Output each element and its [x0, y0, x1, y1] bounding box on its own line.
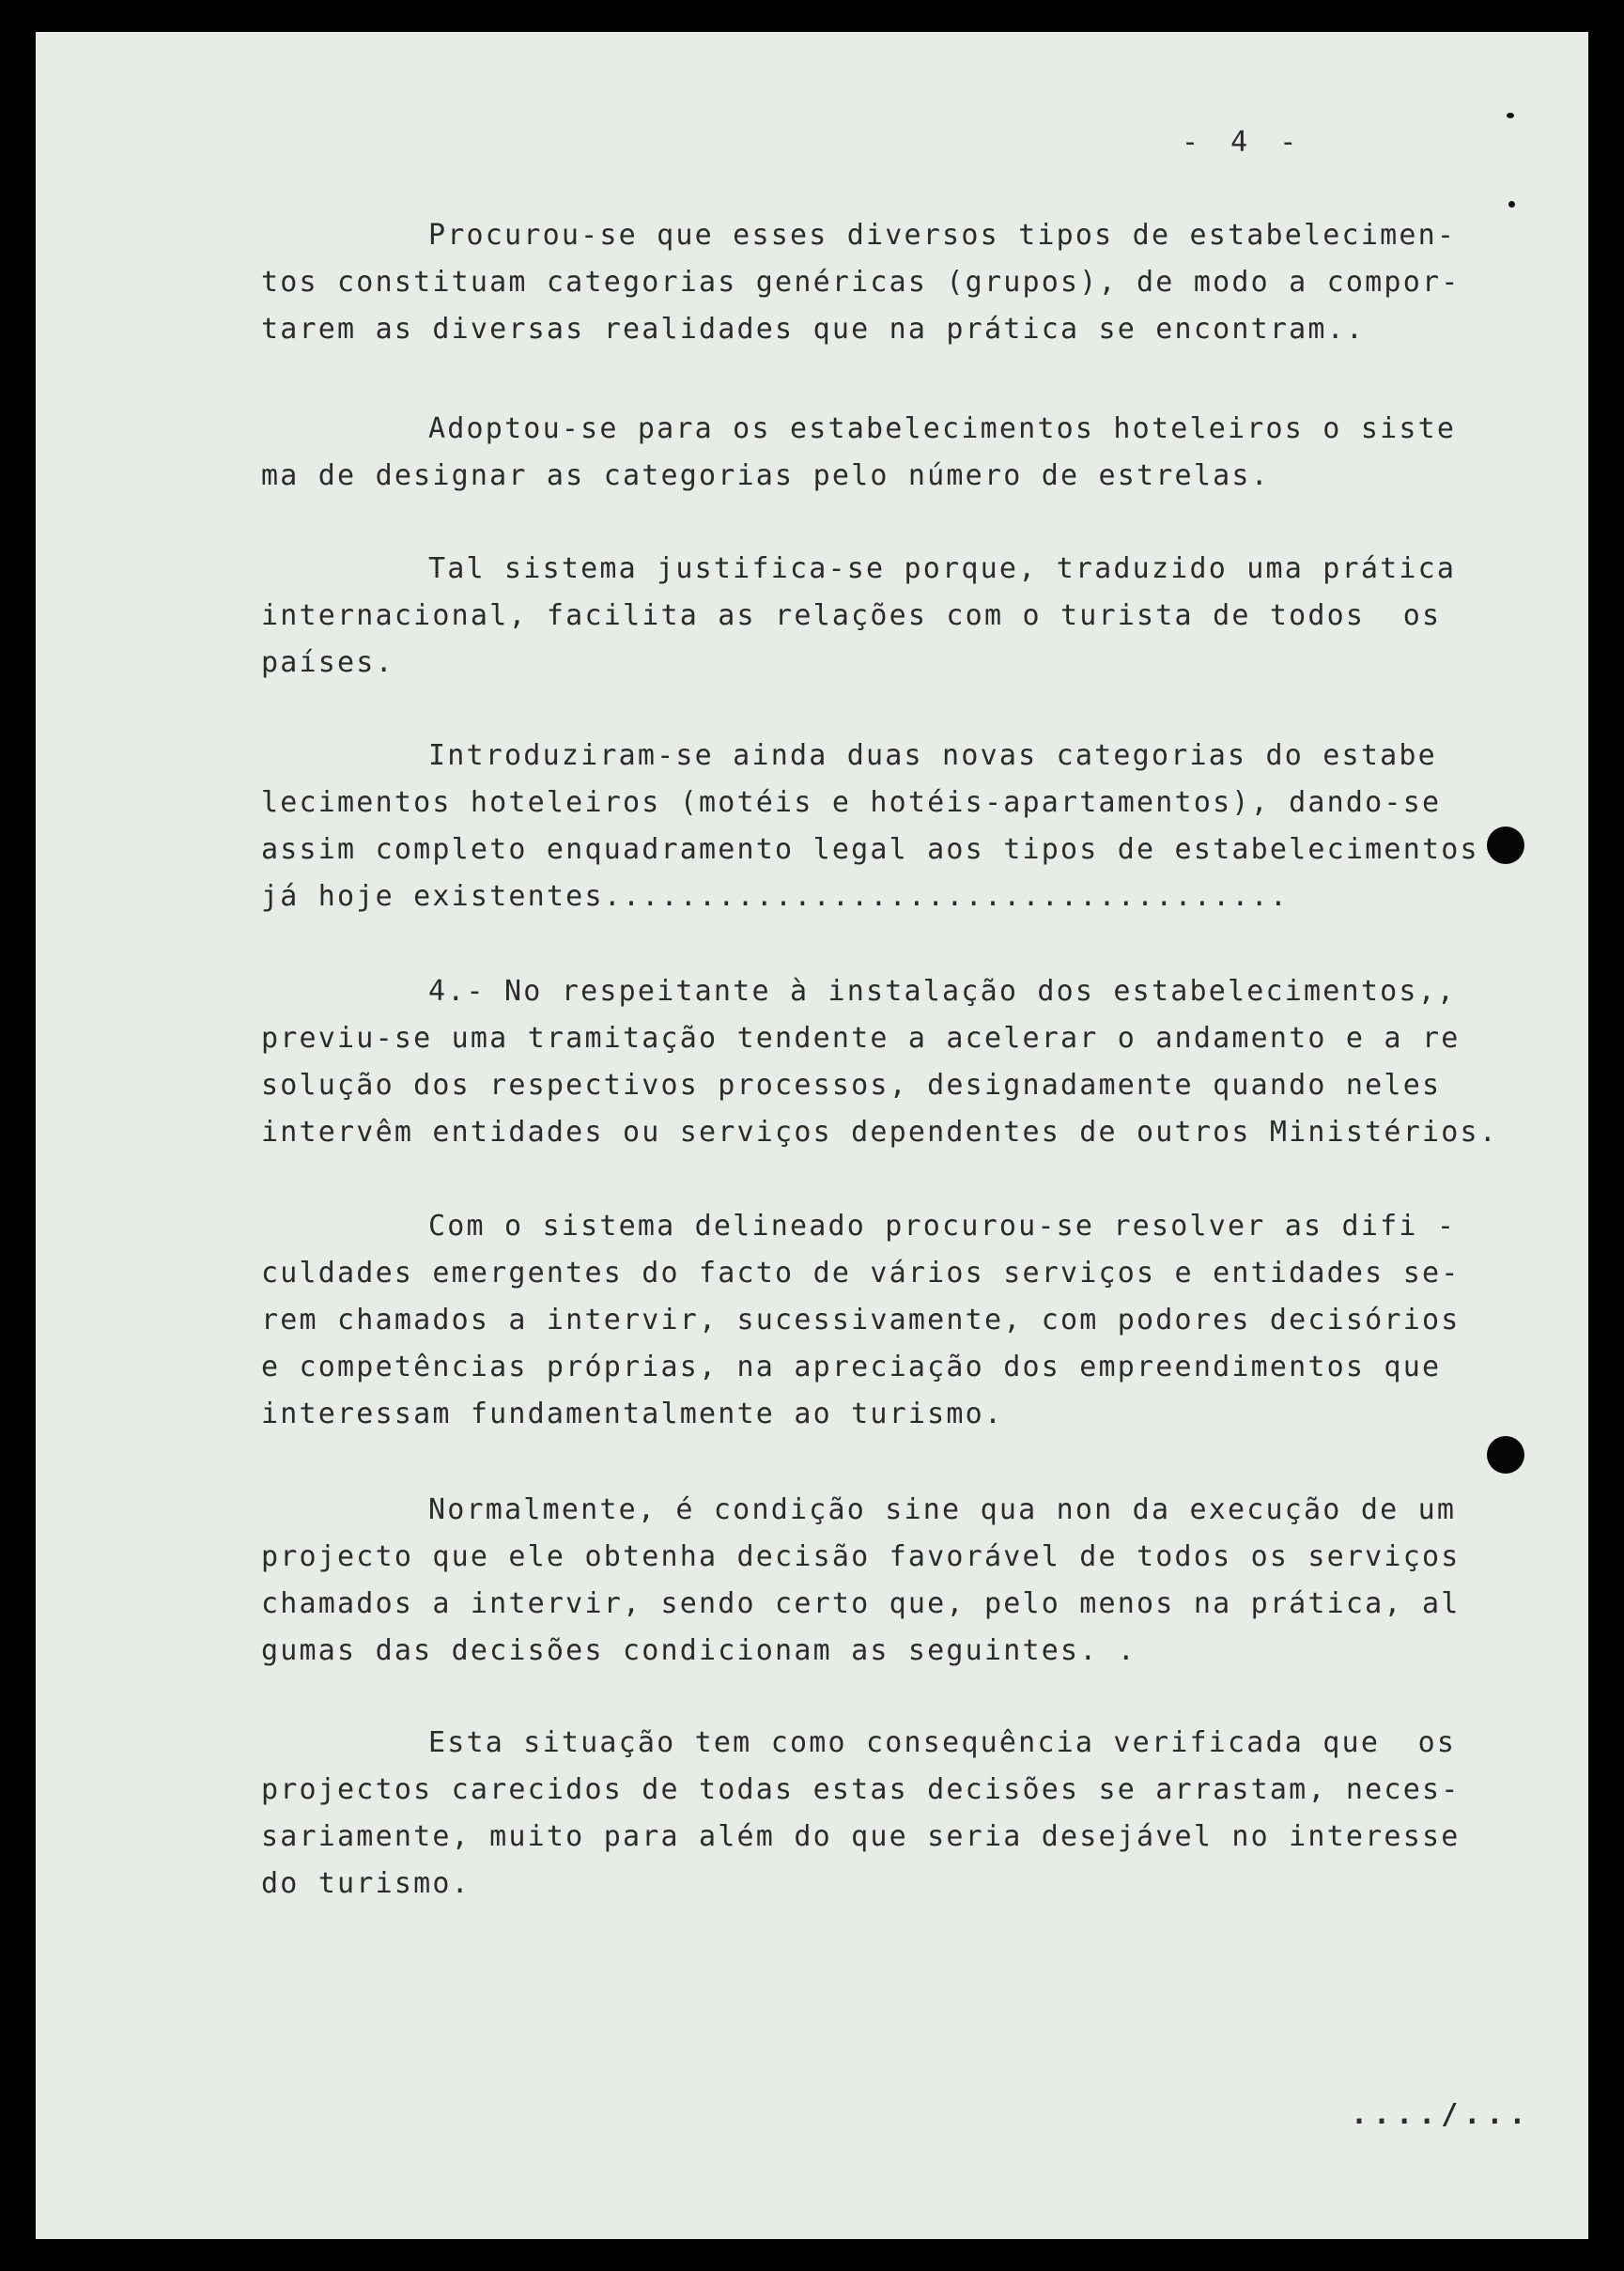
paragraph-8 [261, 1720, 1510, 1908]
punch-hole-top [1487, 827, 1524, 864]
text-line: culdades emergentes do facto de vários serviços e entidades se- [261, 1257, 1461, 1290]
text-line: Introduziram-se ainda duas novas categorias do estabe [428, 739, 1437, 772]
text-line: tarem as diversas realidades que na prática se encontram.. [261, 313, 1366, 346]
text-line: gumas das decisões condicionam as seguintes. . [261, 1634, 1137, 1667]
text-line: projectos carecidos de todas estas decisões se arrastam, neces- [261, 1773, 1461, 1806]
text-line: ma de designar as categorias pelo número de estrelas. [261, 459, 1270, 492]
paragraph-1 [261, 212, 1510, 353]
text-line: Normalmente, é condição sine qua non da execução de um [428, 1493, 1457, 1526]
typewritten-text [36, 32, 1588, 2239]
text-line: do turismo. [261, 1867, 471, 1900]
text-line: projecto que ele obtenha decisão favorável de todos os serviços [261, 1540, 1461, 1573]
text-line: e competências próprias, na apreciação dos empreendimentos que [261, 1351, 1442, 1383]
text-line: internacional, facilita as relações com o turista de todos os [261, 599, 1442, 632]
edge-mark [1507, 113, 1514, 118]
paragraph-5 [261, 968, 1510, 1156]
text-line: sariamente, muito para além do que seria desejável no interesse [261, 1820, 1461, 1853]
text-line: rem chamados a intervir, sucessivamente, com podores decisórios [261, 1304, 1461, 1336]
text-line: já hoje existentes.................................... [261, 880, 1290, 913]
edge-mark [1508, 201, 1515, 208]
text-line: intervêm entidades ou serviços dependentes de outros Ministérios. [261, 1116, 1498, 1149]
text-line: Com o sistema delineado procurou-se resolver as difi - [428, 1210, 1457, 1243]
text-line: assim completo enquadramento legal aos tipos de estabelecimentos [261, 833, 1479, 866]
paragraph-2 [261, 406, 1510, 500]
text-line: chamados a intervir, sendo certo que, pelo menos na prática, al [261, 1587, 1461, 1620]
text-line: interessam fundamentalmente ao turismo. [261, 1398, 1004, 1430]
text-line: Tal sistema justifica-se porque, traduzido uma prática [428, 552, 1457, 585]
text-line: previu-se uma tramitação tendente a acelerar o andamento e a re [261, 1022, 1461, 1055]
text-line: Procurou-se que esses diversos tipos de estabelecimen- [428, 219, 1457, 252]
text-line: Esta situação tem como consequência verificada que os [428, 1726, 1457, 1759]
text-line: países. [261, 646, 394, 679]
text-line: Adoptou-se para os estabelecimentos hoteleiros o siste [428, 412, 1457, 445]
paragraph-4 [261, 733, 1510, 920]
text-line: solução dos respectivos processos, designadamente quando neles [261, 1069, 1442, 1102]
text-line: lecimentos hoteleiros (motéis e hotéis-apartamentos), dando-se [261, 786, 1442, 819]
paragraph-6 [261, 1203, 1510, 1438]
text-line: tos constituam categorias genéricas (grupos), de modo a compor- [261, 266, 1461, 299]
page-number: - 4 - [1182, 126, 1305, 159]
text-line: 4.- No respeitante à instalação dos estabelecimentos,, [428, 975, 1457, 1008]
paragraph-3 [261, 546, 1510, 687]
punch-hole-bottom [1487, 1436, 1524, 1474]
paragraph-7 [261, 1487, 1510, 1675]
continuation-mark: ..../... [1351, 2098, 1532, 2131]
document-page [36, 32, 1588, 2239]
